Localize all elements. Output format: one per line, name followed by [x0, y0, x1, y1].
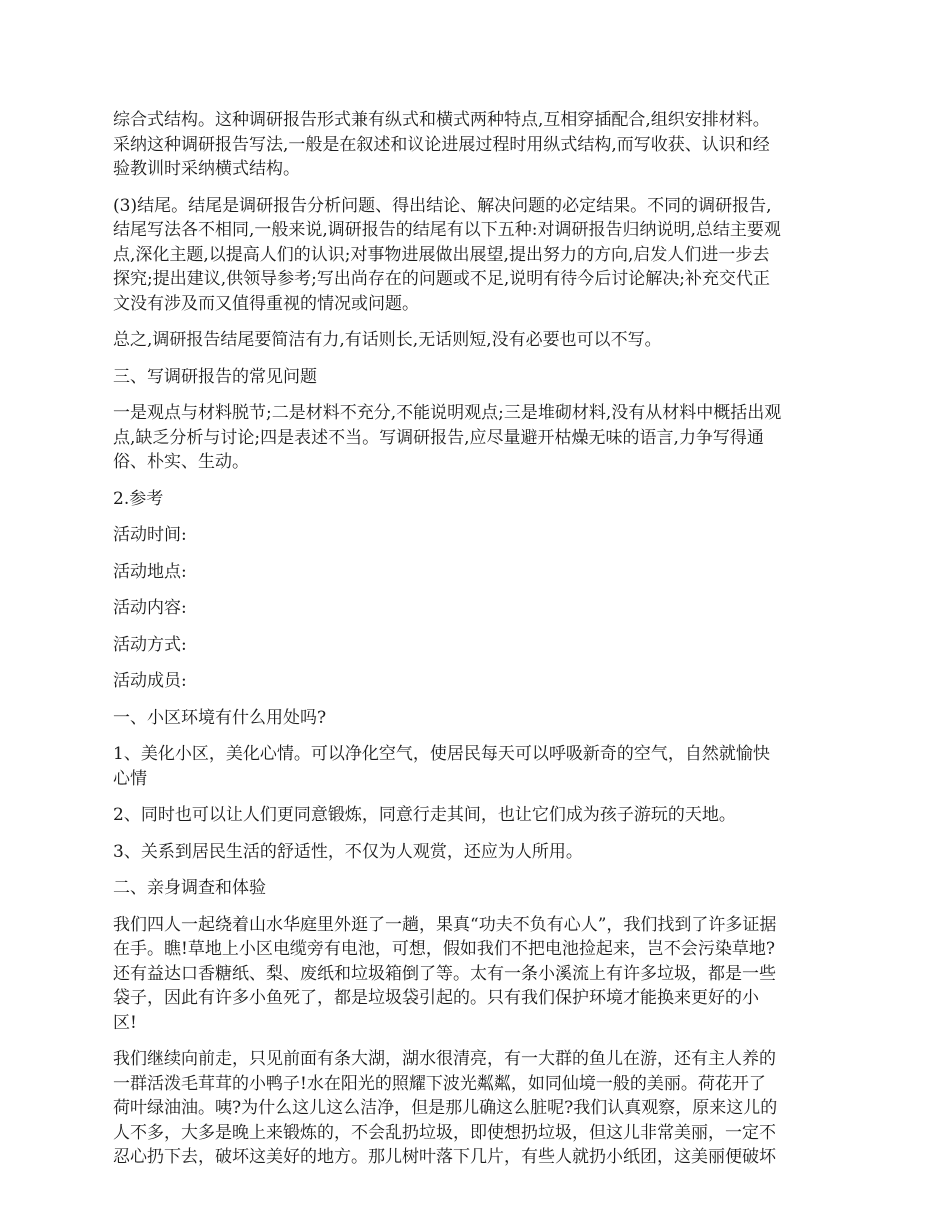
text-line: 3、关系到居民生活的舒适性，不仅为人观赏，还应为人所用。: [113, 841, 583, 862]
text-line: 三、写调研报告的常见问题: [113, 366, 317, 387]
text-line: 2、同时也可以让人们更同意锻炼，同意行走其间，也让它们成为孩子游玩的天地。: [113, 805, 736, 825]
text-line: 探究;提出建议,供领导参考;写出尚存在的问题或不足,说明有待今后讨论解决;补充交代正: [113, 269, 770, 289]
text-line: 1、美化小区，美化心情。可以净化空气，使居民每天可以呼吸新奇的空气，自然就愉快: [113, 744, 770, 764]
text-line: 我们继续向前走，只见前面有条大湖，湖水很清亮，有一大群的鱼儿在游，还有主人养的: [113, 1049, 776, 1069]
activity-place-label: [113, 560, 841, 585]
text-line: 活动内容:: [113, 598, 187, 618]
section-heading: [113, 365, 841, 390]
text-line: 文没有涉及而又值得重视的情况或问题。: [113, 293, 419, 314]
document-page: [113, 108, 841, 1182]
text-line: 活动方式:: [113, 634, 187, 655]
text-line: (3)结尾。结尾是调研报告分析问题、得出结论、解决问题的必定结果。不同的调研报告,: [113, 195, 772, 216]
text-line: 我们四人一起绕着山水华庭里外逛了一趟，果真“功夫不负有心人”，我们找到了许多证据: [113, 914, 777, 935]
text-line: 一、小区环境有什么用处吗?: [113, 707, 327, 728]
paragraph-summary: [113, 328, 841, 353]
text-line: 在手。瞧!草地上小区电缆旁有电池，可想，假如我们不把电池捡起来，岂不会污染草地?: [113, 939, 775, 959]
activity-time-label: [113, 523, 841, 548]
text-line: 俗、朴实、生动。: [113, 452, 249, 472]
text-line: 活动成员:: [113, 671, 187, 691]
activity-content-label: [113, 596, 841, 621]
activity-method-label: [113, 633, 841, 658]
text-line: 点,缺乏分析与讨论;四是表述不当。写调研报告,应尽量避开枯燥无味的语言,力争写得通: [113, 427, 764, 448]
text-line: 2.参考: [113, 488, 164, 509]
section-heading: [113, 876, 841, 901]
text-line: 活动地点:: [113, 561, 187, 582]
paragraph-lake: [113, 1047, 841, 1170]
text-line: 总之,调研报告结尾要简洁有力,有话则长,无话则短,没有必要也可以不写。: [113, 330, 662, 350]
text-line: 袋子，因此有许多小鱼死了，都是垃圾袋引起的。只有我们保护环境才能换来更好的小: [113, 988, 759, 1008]
text-line: 验教训时采纳横式结构。: [113, 159, 300, 179]
list-item: [113, 840, 841, 865]
paragraph-investigation: [113, 913, 841, 1036]
list-item: [113, 742, 841, 791]
activity-members-label: [113, 669, 841, 694]
text-line: 结尾写法各不相同,一般来说,调研报告的结尾有以下五种:对调研报告归纳说明,总结主要观: [113, 220, 781, 240]
text-line: 忍心扔下去，破坏这美好的地方。那儿树叶落下几片，有些人就扔小纸团，这美丽便破坏: [113, 1147, 776, 1167]
text-line: 荷叶绿油油。咦?为什么这儿这么洁净，但是那儿确这么脏呢?我们认真观察，原来这儿的: [113, 1098, 778, 1118]
text-line: 一群活泼毛茸茸的小鸭子!水在阳光的照耀下波光粼粼，如同仙境一般的美丽。荷花开了: [113, 1073, 766, 1094]
text-line: 综合式结构。这种调研报告形式兼有纵式和横式两种特点,互相穿插配合,组织安排材料。: [113, 110, 770, 130]
text-line: 活动时间:: [113, 525, 187, 545]
section-heading: [113, 706, 841, 731]
text-line: 区!: [113, 1012, 137, 1033]
text-line: 二、亲身调查和体验: [113, 878, 266, 898]
text-line: 采纳这种调研报告写法,一般是在叙述和议论进展过程时用纵式结构,而写收获、认识和经: [113, 134, 770, 155]
list-item: [113, 803, 841, 828]
text-line: 人不多，大多是晚上来锻炼的，不会乱扔垃圾，即使想扔垃圾，但这儿非常美丽，一定不: [113, 1122, 776, 1143]
text-line: 心情: [113, 768, 147, 789]
section-heading: [113, 487, 841, 512]
paragraph-ending: [113, 194, 841, 317]
text-line: 一是观点与材料脱节;二是材料不充分,不能说明观点;三是堆砌材料,没有从材料中概括出观: [113, 403, 782, 423]
text-line: 还有益达口香糖纸、梨、废纸和垃圾箱倒了等。太有一条小溪流上有许多垃圾，都是一些: [113, 963, 776, 984]
paragraph-problems: [113, 401, 841, 475]
text-line: 点,深化主题,以提高人们的认识;对事物进展做出展望,提出努力的方向,启发人们进一步去: [113, 244, 770, 265]
paragraph-structure: [113, 108, 841, 182]
